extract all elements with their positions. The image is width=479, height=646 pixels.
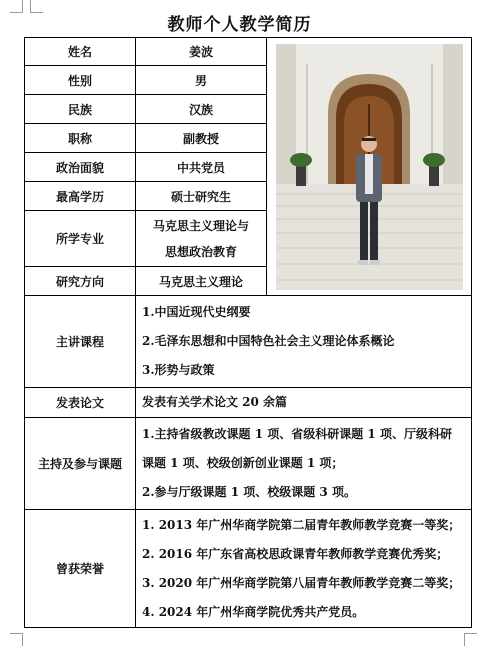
resume-table (24, 37, 472, 628)
field-label: 研究方向 (25, 267, 136, 296)
document-title: 教师个人教学简历 (167, 15, 312, 35)
course-item: 2.毛泽东思想和中国特色社会主义理论体系概论 (142, 334, 395, 348)
major-line: 思想政治教育 (164, 244, 237, 259)
course-item: 3.形势与政策 (142, 363, 215, 377)
field-value: 男 (136, 66, 267, 95)
field-label: 所学专业 (25, 211, 136, 267)
field-label: 职称 (25, 124, 136, 153)
projects-list (136, 418, 472, 510)
projects-label: 主持及参与课题 (25, 418, 136, 510)
field-label: 民族 (25, 95, 136, 124)
field-label: 姓名 (25, 38, 136, 66)
course-item: 1.中国近现代史纲要 (142, 305, 251, 319)
honors-label: 曾获荣誉 (25, 510, 136, 628)
major-line: 马克思主义理论与 (152, 218, 249, 233)
honor-item: 2. 2016 年广东省高校思政课青年教师教学竞赛优秀奖； (142, 546, 449, 561)
papers-label: 发表论文 (25, 388, 136, 418)
honor-item: 1. 2013 年广州华商学院第二届青年教师教学竞赛一等奖； (142, 517, 461, 532)
photo-cell (267, 38, 472, 296)
page-corner-mark (10, 633, 23, 646)
project-line: 课题 1 项、校级创新创业课题 1 项； (142, 456, 344, 470)
portrait-photo (276, 44, 463, 290)
field-label: 政治面貌 (25, 153, 136, 182)
field-value: 汉族 (136, 95, 267, 124)
field-value (136, 211, 267, 267)
project-line: 2.参与厅级课题 1 项、校级课题 3 项。 (142, 485, 356, 499)
honor-item: 4. 2024 年广州华商学院优秀共产党员。 (142, 604, 365, 619)
field-value: 副教授 (136, 124, 267, 153)
field-value: 中共党员 (136, 153, 267, 182)
field-value: 马克思主义理论 (136, 267, 267, 296)
field-value: 硕士研究生 (136, 182, 267, 211)
honor-item: 3. 2020 年广州华商学院第八届青年教师教学竞赛二等奖； (142, 575, 461, 590)
field-label: 性别 (25, 66, 136, 95)
courses-list (136, 296, 472, 388)
papers-value: 发表有关学术论文 20 余篇 (136, 388, 472, 418)
field-label: 最高学历 (25, 182, 136, 211)
page-corner-mark (464, 633, 477, 646)
honors-list (136, 510, 472, 628)
field-value: 姜波 (136, 38, 267, 66)
project-line: 1.主持省级教改课题 1 项、省级科研课题 1 项、厅级科研 (142, 427, 452, 441)
courses-label: 主讲课程 (25, 296, 136, 388)
